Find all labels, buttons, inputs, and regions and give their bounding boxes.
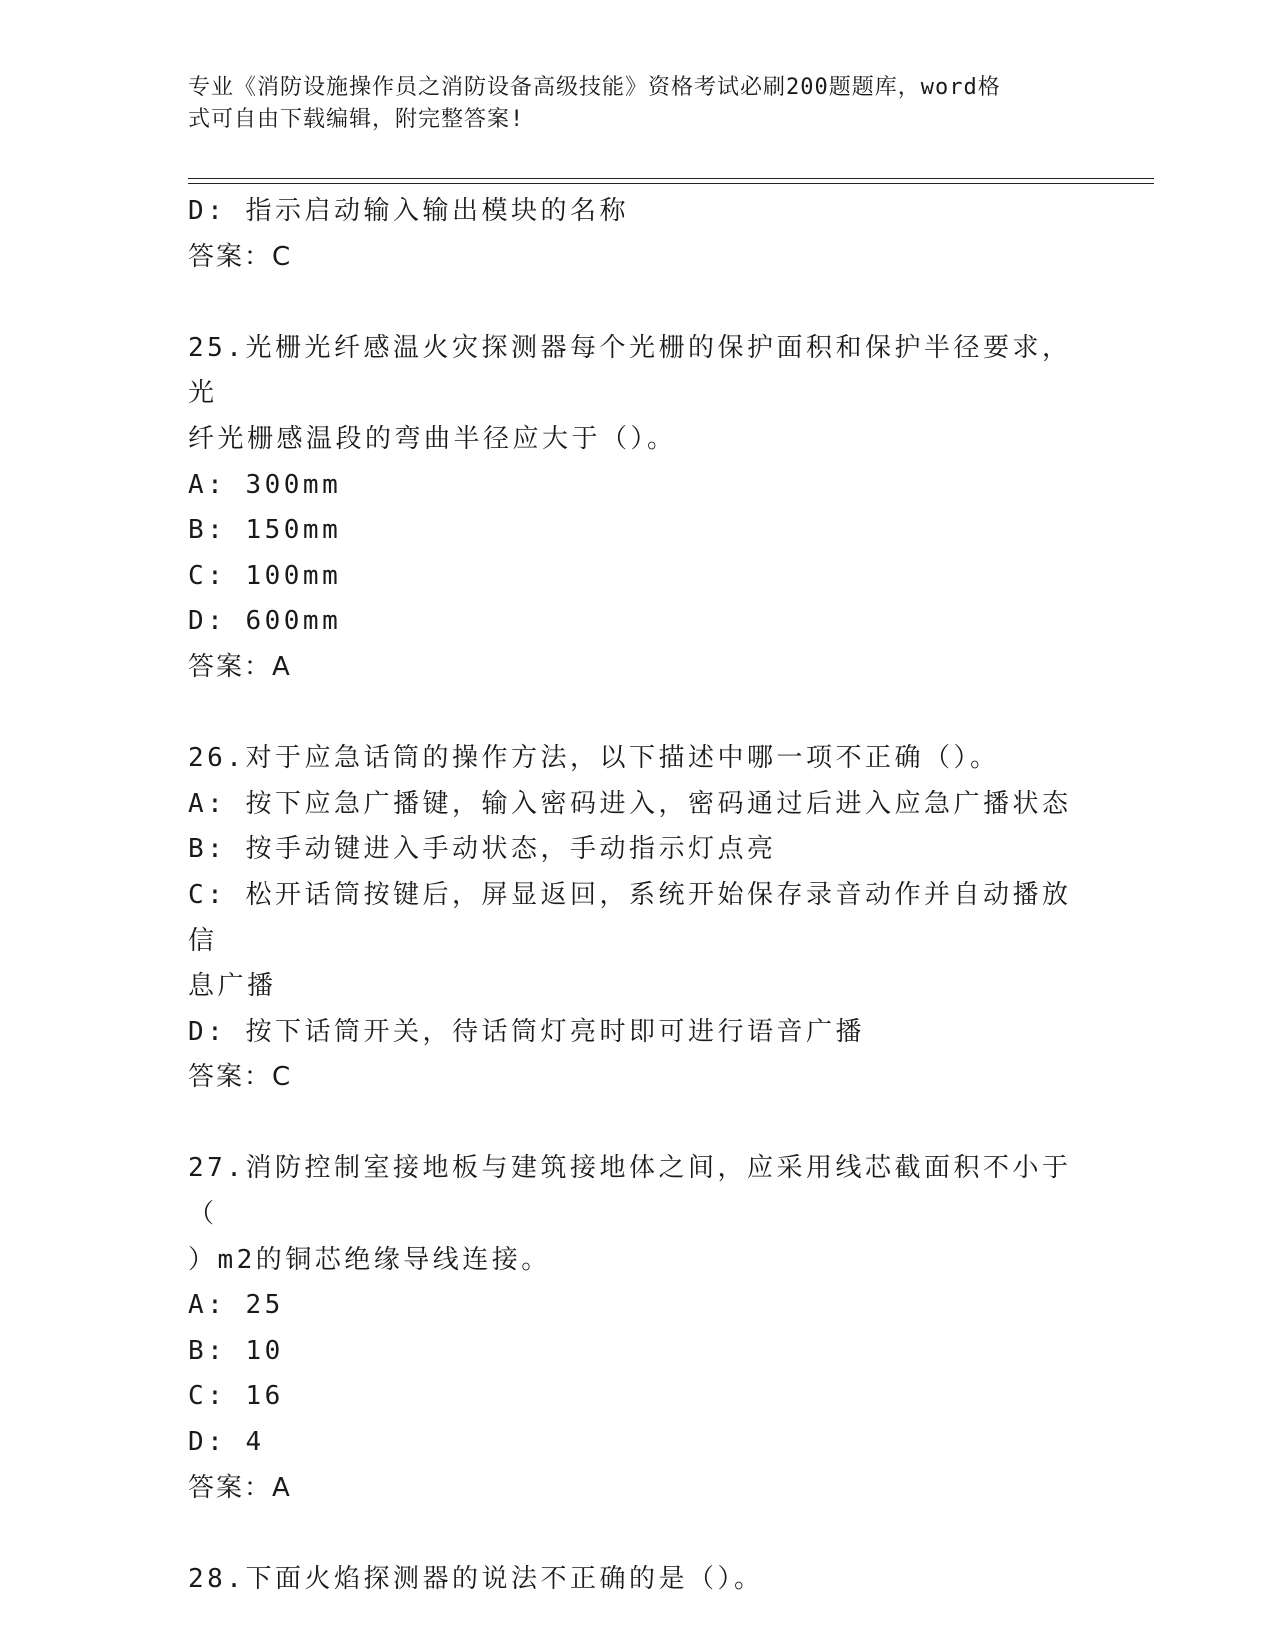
answer-label: 答案：A xyxy=(188,1472,292,1503)
question-28 xyxy=(188,1557,1088,1603)
header-divider-bottom xyxy=(188,183,1154,184)
question-24-tail xyxy=(188,189,1088,280)
option-d: D: 4 xyxy=(188,1427,265,1458)
spacer xyxy=(188,1511,1088,1557)
question-text-cont: ）m2的铜芯绝缘导线连接。 xyxy=(188,1244,551,1275)
option-b: B: 10 xyxy=(188,1335,284,1366)
header-divider-top xyxy=(188,178,1154,179)
question-text-cont: 纤光栅感温段的弯曲半径应大于（）。 xyxy=(188,423,677,454)
spacer xyxy=(188,691,1088,737)
option-a: A: 按下应急广播键，输入密码进入，密码通过后进入应急广播状态 xyxy=(188,788,1072,819)
option-c: C: 松开话筒按键后，屏显返回，系统开始保存录音动作并自动播放信 xyxy=(188,879,1072,956)
option-d: D: 按下话筒开关，待话筒灯亮时即可进行语音广播 xyxy=(188,1016,865,1047)
document-header xyxy=(188,72,1068,136)
question-25 xyxy=(188,326,1088,691)
question-text: 25.光栅光纤感温火灾探测器每个光栅的保护面积和保护半径要求，光 xyxy=(188,332,1072,409)
spacer xyxy=(188,1101,1088,1147)
header-line-2: 式可自由下载编辑，附完整答案! xyxy=(188,107,525,132)
question-text: 28.下面火焰探测器的说法不正确的是（）。 xyxy=(188,1563,764,1594)
option-a: A: 300mm xyxy=(188,469,342,500)
option-a: A: 25 xyxy=(188,1290,284,1321)
question-26 xyxy=(188,736,1088,1101)
option-d: D: 指示启动输入输出模块的名称 xyxy=(188,196,629,226)
answer-label: 答案：A xyxy=(188,651,292,682)
option-b: B: 150mm xyxy=(188,515,342,546)
option-c-cont: 息广播 xyxy=(188,971,277,1002)
question-text: 27.消防控制室接地板与建筑接地体之间，应采用线芯截面积不小于（ xyxy=(188,1153,1072,1230)
option-d: D: 600mm xyxy=(188,606,342,637)
option-c: C: 16 xyxy=(188,1381,284,1412)
option-c: C: 100mm xyxy=(188,560,342,591)
question-text: 26.对于应急话筒的操作方法，以下描述中哪一项不正确（）。 xyxy=(188,743,1000,774)
question-27 xyxy=(188,1146,1088,1511)
answer-label: 答案：C xyxy=(188,1062,293,1093)
option-b: B: 按手动键进入手动状态，手动指示灯点亮 xyxy=(188,834,777,865)
answer-label: 答案：C xyxy=(188,241,293,272)
question-list xyxy=(188,189,1088,1602)
spacer xyxy=(188,280,1088,326)
header-line-1: 专业《消防设施操作员之消防设备高级技能》资格考试必刷200题题库，word格 xyxy=(188,75,1001,100)
